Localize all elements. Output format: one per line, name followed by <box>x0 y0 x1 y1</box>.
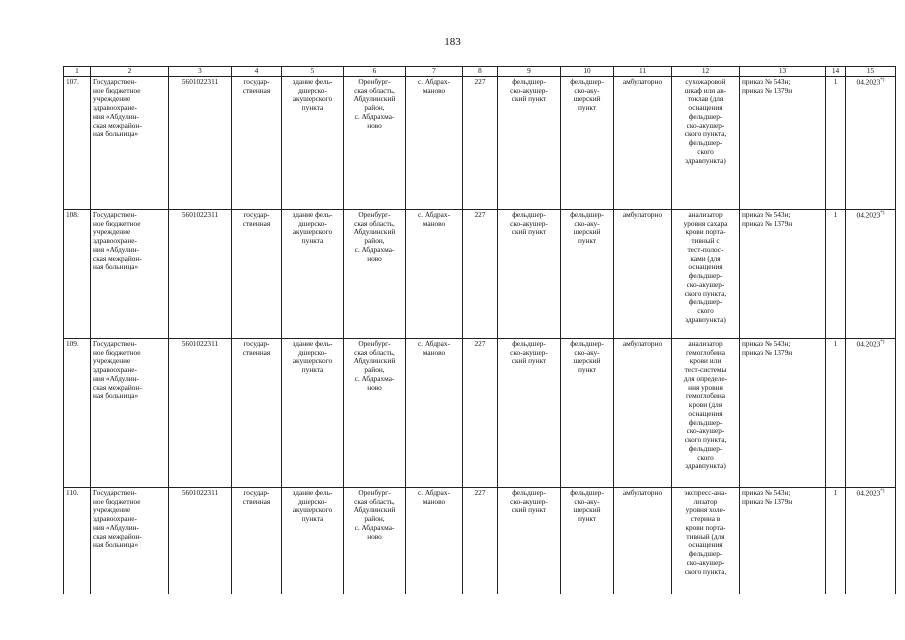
building-type: здание фель- дшерско- акушерского пункта <box>292 76 333 112</box>
column-header: 2 <box>91 67 169 77</box>
settlement-name-cell <box>406 338 463 487</box>
legal-basis-cell <box>740 487 826 594</box>
building-type-cell <box>282 76 344 209</box>
ownership-form: государ- ственная <box>242 487 271 506</box>
row-number: 109. <box>66 338 79 348</box>
structural-unit: фельдшер- ско-аку- шерский пункт <box>570 209 604 245</box>
legal-basis: приказ № 543н; приказ № 1379н <box>742 76 793 95</box>
table-row <box>64 76 896 209</box>
quantity-cell <box>826 209 846 338</box>
delivery-date-cell <box>846 487 896 594</box>
settlement-name: с. Абдрах- маново <box>418 209 450 228</box>
legal-basis: приказ № 543н; приказ № 1379н <box>742 338 793 357</box>
structural-unit-cell <box>561 338 614 487</box>
table-row <box>64 209 896 338</box>
ownership-form-cell <box>232 76 282 209</box>
row-number: 108. <box>66 209 79 219</box>
table-row <box>64 487 896 594</box>
ownership-form: государ- ственная <box>242 338 271 357</box>
delivery-date: 04.2023 <box>856 77 881 87</box>
organization-name-cell <box>91 338 169 487</box>
inn-code-cell <box>169 209 232 338</box>
population-count: 227 <box>474 338 486 348</box>
delivery-date-cell <box>846 338 896 487</box>
inn-code-cell <box>169 487 232 594</box>
settlement-name: с. Абдрах- маново <box>418 76 450 95</box>
column-header: 3 <box>169 67 232 77</box>
equipment-name-cell <box>672 76 740 209</box>
column-header: 5 <box>282 67 344 77</box>
quantity: 1 <box>833 76 838 86</box>
row-number-cell <box>64 76 91 209</box>
header-row <box>64 67 896 77</box>
care-form-cell <box>614 76 672 209</box>
settlement-name-cell <box>406 487 463 594</box>
quantity: 1 <box>833 487 838 497</box>
facility-address-cell <box>344 487 406 594</box>
building-type: здание фель- дшерско- акушерского пункта <box>292 487 333 523</box>
legal-basis-cell <box>740 209 826 338</box>
population-count-cell <box>463 338 498 487</box>
population-count: 227 <box>474 209 486 219</box>
page-number: 183 <box>444 36 461 48</box>
population-count: 227 <box>474 487 486 497</box>
facility-address-cell <box>344 209 406 338</box>
inn-code: 5601022311 <box>181 487 219 497</box>
column-header: 9 <box>498 67 561 77</box>
quantity-cell <box>826 76 846 209</box>
date-footnote-mark: *) <box>880 210 885 216</box>
settlement-name-cell <box>406 76 463 209</box>
structural-unit: фельдшер- ско-аку- шерский пункт <box>570 487 604 523</box>
inn-code: 5601022311 <box>181 209 219 219</box>
legal-basis-cell <box>740 338 826 487</box>
population-count: 227 <box>474 76 486 86</box>
quantity-cell <box>826 487 846 594</box>
organization-name-cell <box>91 487 169 594</box>
building-type-cell <box>282 487 344 594</box>
ownership-form-cell <box>232 338 282 487</box>
inn-code: 5601022311 <box>181 338 219 348</box>
organization-name-cell <box>91 76 169 209</box>
date-footnote-mark: *) <box>880 488 885 494</box>
care-form-cell <box>614 209 672 338</box>
structural-unit: фельдшер- ско-аку- шерский пункт <box>570 76 604 112</box>
ownership-form-cell <box>232 487 282 594</box>
equipment-name-cell <box>672 209 740 338</box>
row-number: 110. <box>66 487 79 497</box>
table-row <box>64 338 896 487</box>
organization-name: Государствен- ное бюджетное учреждение здравоохране- ния «Абдулин- ская межрайон- ная больница» <box>93 487 142 550</box>
care-form: амбулаторно <box>622 76 663 86</box>
column-header: 12 <box>672 67 740 77</box>
legal-basis: приказ № 543н; приказ № 1379н <box>742 487 793 506</box>
date-footnote-mark: *) <box>880 77 885 83</box>
column-header: 1 <box>64 67 91 77</box>
delivery-date-cell <box>846 76 896 209</box>
quantity: 1 <box>833 338 838 348</box>
inn-code-cell <box>169 338 232 487</box>
row-number-cell <box>64 487 91 594</box>
settlement-name: с. Абдрах- маново <box>418 338 450 357</box>
ownership-form: государ- ственная <box>242 209 271 228</box>
facility-address: Оренбург- ская область, Абдулинский район, с. Абдрахма- ново <box>353 209 396 263</box>
population-count-cell <box>463 487 498 594</box>
equipment-name: сухожаровой шкаф или ав- токлав (для оснащения фельдшер- ско-акушер- ского пункта, фельдшер- ского здравпункта) <box>684 76 727 165</box>
facility-address: Оренбург- ская область, Абдулинский район, с. Абдрахма- ново <box>353 76 396 130</box>
column-header: 14 <box>826 67 846 77</box>
delivery-date-cell <box>846 209 896 338</box>
care-form-cell <box>614 338 672 487</box>
building-type: здание фель- дшерско- акушерского пункта <box>292 338 333 374</box>
facility-type-cell <box>498 76 561 209</box>
column-header: 4 <box>232 67 282 77</box>
population-count-cell <box>463 76 498 209</box>
column-header: 10 <box>561 67 614 77</box>
settlement-name: с. Абдрах- маново <box>418 487 450 506</box>
structural-unit-cell <box>561 76 614 209</box>
column-header: 7 <box>406 67 463 77</box>
organization-name: Государствен- ное бюджетное учреждение здравоохране- ния «Абдулин- ская межрайон- ная больница» <box>93 76 142 139</box>
column-header: 15 <box>846 67 896 77</box>
column-header: 11 <box>614 67 672 77</box>
facility-type-cell <box>498 209 561 338</box>
structural-unit-cell <box>561 209 614 338</box>
structural-unit-cell <box>561 487 614 594</box>
quantity: 1 <box>833 209 838 219</box>
structural-unit: фельдшер- ско-аку- шерский пункт <box>570 338 604 374</box>
facility-type: фельдшер- ско-акушер- ский пункт <box>510 487 548 515</box>
inn-code-cell <box>169 76 232 209</box>
inn-code: 5601022311 <box>181 76 219 86</box>
row-number-cell <box>64 209 91 338</box>
row-number-cell <box>64 338 91 487</box>
column-header: 13 <box>740 67 826 77</box>
facility-address-cell <box>344 76 406 209</box>
building-type-cell <box>282 338 344 487</box>
register-table <box>63 66 896 594</box>
organization-name: Государствен- ное бюджетное учреждение здравоохране- ния «Абдулин- ская межрайон- ная больница» <box>93 209 142 272</box>
building-type: здание фель- дшерско- акушерского пункта <box>292 209 333 245</box>
row-number: 107. <box>66 76 79 86</box>
settlement-name-cell <box>406 209 463 338</box>
equipment-name-cell <box>672 487 740 594</box>
equipment-name: анализатор уровня сахара крови порта- тивный с тест-полос- ками (для оснащения фельдшер- ско-акушер- ского пункта, фельдшер- ского здравпункта) <box>683 209 728 324</box>
facility-type-cell <box>498 338 561 487</box>
building-type-cell <box>282 209 344 338</box>
ownership-form: государ- ственная <box>242 76 271 95</box>
equipment-name-cell <box>672 338 740 487</box>
care-form: амбулаторно <box>622 338 663 348</box>
legal-basis: приказ № 543н; приказ № 1379н <box>742 209 793 228</box>
population-count-cell <box>463 209 498 338</box>
facility-address: Оренбург- ская область, Абдулинский район, с. Абдрахма- ново <box>353 487 396 541</box>
legal-basis-cell <box>740 76 826 209</box>
facility-type: фельдшер- ско-акушер- ский пункт <box>510 338 548 366</box>
column-header: 8 <box>463 67 498 77</box>
organization-name-cell <box>91 209 169 338</box>
care-form: амбулаторно <box>622 209 663 219</box>
facility-type: фельдшер- ско-акушер- ский пункт <box>510 209 548 237</box>
equipment-name: анализатор гемоглобина крови или тест-системы для определе- ния уровня гемоглобина крови (для оснащения фельдшер- ско-акушер- ского пункта, фельдшер- ского здравпункта) <box>683 338 728 471</box>
delivery-date: 04.2023 <box>856 488 881 498</box>
organization-name: Государствен- ное бюджетное учреждение здравоохране- ния «Абдулин- ская межрайон- ная больница» <box>93 338 142 401</box>
equipment-name: экспресс-ана- лизатор уровня холе- стерина в крови порта- тивный (для оснащения фельдшер- ско-акушер- ского пункта, <box>684 487 727 576</box>
delivery-date: 04.2023 <box>856 210 881 220</box>
delivery-date: 04.2023 <box>856 339 881 349</box>
ownership-form-cell <box>232 209 282 338</box>
care-form-cell <box>614 487 672 594</box>
facility-address-cell <box>344 338 406 487</box>
facility-address: Оренбург- ская область, Абдулинский район, с. Абдрахма- ново <box>353 338 396 392</box>
date-footnote-mark: *) <box>880 339 885 345</box>
column-header: 6 <box>344 67 406 77</box>
care-form: амбулаторно <box>622 487 663 497</box>
facility-type-cell <box>498 487 561 594</box>
facility-type: фельдшер- ско-акушер- ский пункт <box>510 76 548 104</box>
quantity-cell <box>826 338 846 487</box>
